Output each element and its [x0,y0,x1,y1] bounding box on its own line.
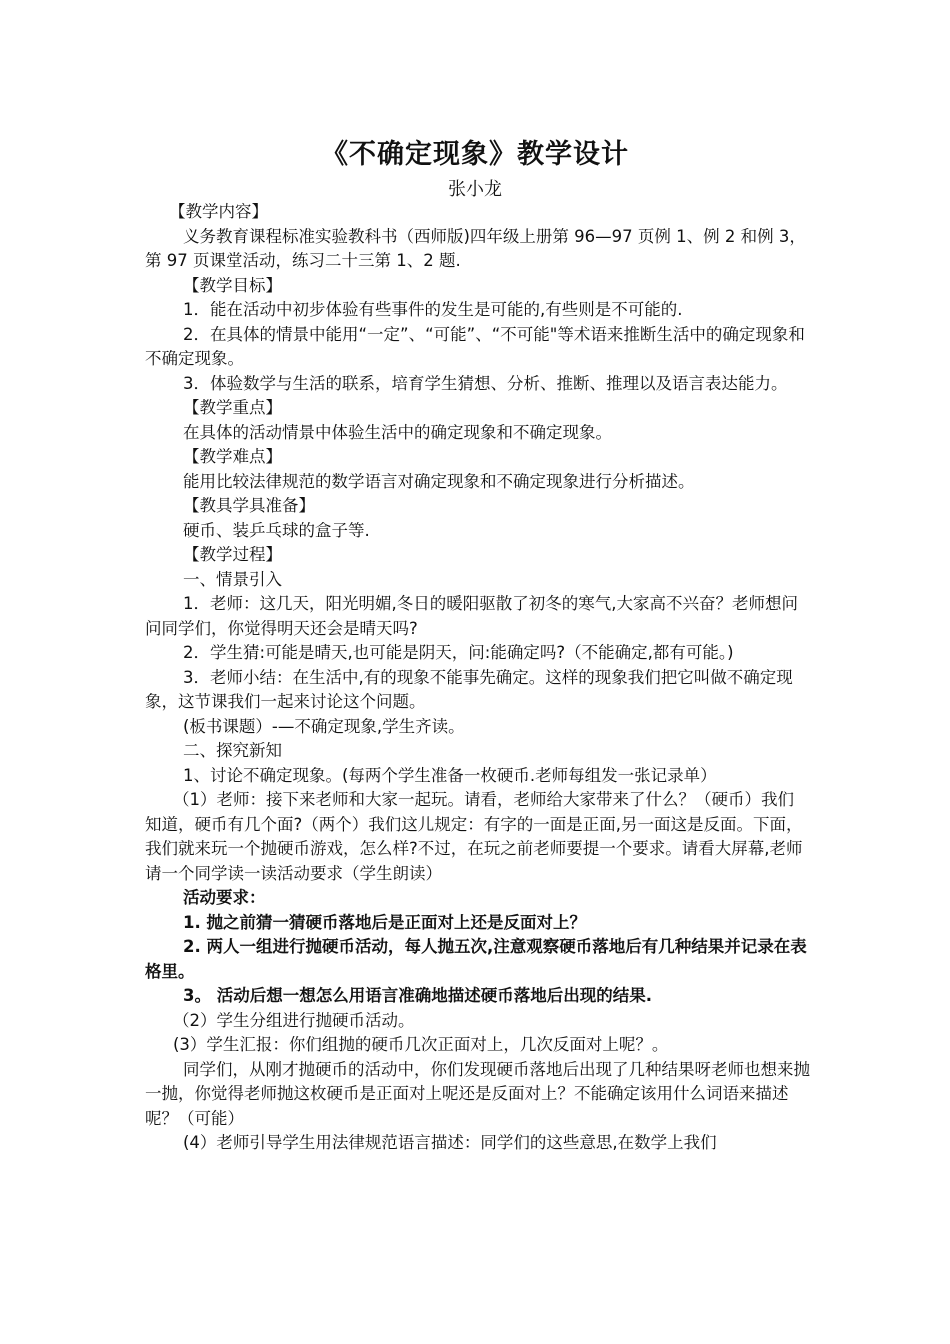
paragraph: 【教学目标】 [183,275,282,295]
paragraph: 1．老师：这几天，阳光明媚,冬日的暖阳驱散了初冬的寒气,大家高不兴奋？老师想问问同学们，你觉得明天还会是晴天吗? [145,594,798,638]
paragraph: (3）学生汇报：你们组抛的硬币几次正面对上，几次反面对上呢？。 [173,1035,669,1054]
paragraph: 在具体的活动情景中体验生活中的确定现象和不确定现象。 [183,422,612,442]
paragraph: (4）老师引导学生用法律规范语言描述：同学们的这些意思,在数学上我们 [183,1133,717,1152]
paragraph: 2. 两人一组进行抛硬币活动，每人抛五次,注意观察硬币落地后有几种结果并记录在表格里。 [145,937,807,981]
paragraph: 2．在具体的情景中能用“一定”、“可能”、“不可能"等术语来推断生活中的确定现象和不确定现象。 [145,324,805,368]
paragraph: 【教学内容】 [169,202,268,221]
paragraph: 能用比较法律规范的数学语言对确定现象和不确定现象进行分析描述。 [183,471,695,491]
paragraph: 【教具学具准备】 [183,496,315,515]
paragraph: 义务教育课程标准实验教科书（西师版)四年级上册第 96—97 页例 1、例 2 和例 3，第 97 页课堂活动，练习二十三第 1、2 题. [145,226,806,270]
paragraph: 1．能在活动中初步体验有些事件的发生是可能的,有些则是不可能的. [183,300,683,319]
paragraph: 二、探究新知 [183,741,282,760]
document-author: 张小龙 [448,179,502,200]
paragraph: 1. 抛之前猜一猜硬币落地后是正面对上还是反面对上？ [183,912,586,932]
paragraph: 同学们，从刚才抛硬币的活动中，你们发现硬币落地后出现了几种结果呀老师也想来抛一抛，你觉得老师抛这枚硬币是正面对上呢还是反面对上？不能确定该用什么词语来描述呢？（可能） [145,1059,810,1128]
paragraph: (板书课题）-—不确定现象,学生齐读。 [183,716,465,736]
paragraph: 3．体验数学与生活的联系，培育学生猜想、分析、推断、推理以及语言表达能力。 [183,373,788,393]
paragraph: 1、讨论不确定现象。(每两个学生准备一枚硬币.老师每组发一张记录单） [183,765,717,785]
paragraph: （2）学生分组进行抛硬币活动。 [173,1010,415,1030]
paragraph: 【教学重点】 [183,398,282,417]
paragraph: 活动要求： [183,888,266,907]
paragraph: 3．老师小结：在生活中,有的现象不能事先确定。这样的现象我们把它叫做不确定现象，这节课我们一起来讨论这个问题。 [145,667,793,711]
document-body [145,200,810,1156]
paragraph: 硬币、装乒乓球的盒子等. [183,520,370,540]
paragraph: 3。 活动后想一想怎么用语言准确地描述硬币落地后出现的结果. [183,986,652,1005]
paragraph: 【教学过程】 [183,545,282,564]
paragraph: 【教学难点】 [183,447,282,466]
paragraph: （1）老师：接下来老师和大家一起玩。请看，老师给大家带来了什么？（硬币）我们知道，硬币有几个面?（两个）我们这儿规定：有字的一面是正面,另一面这是反面。下面，我们就来玩一个抛硬币游戏，怎么样?不过，在玩之前老师要提一个要求。请看大屏幕,老师请一个同学读一读活动要求（学生朗读） [145,790,803,883]
document-title: 《不确定现象》教学设计 [321,139,629,170]
paragraph: 2．学生猜:可能是晴天,也可能是阴天，问:能确定吗?（不能确定,都有可能。) [183,643,734,662]
paragraph: 一、情景引入 [183,569,282,589]
